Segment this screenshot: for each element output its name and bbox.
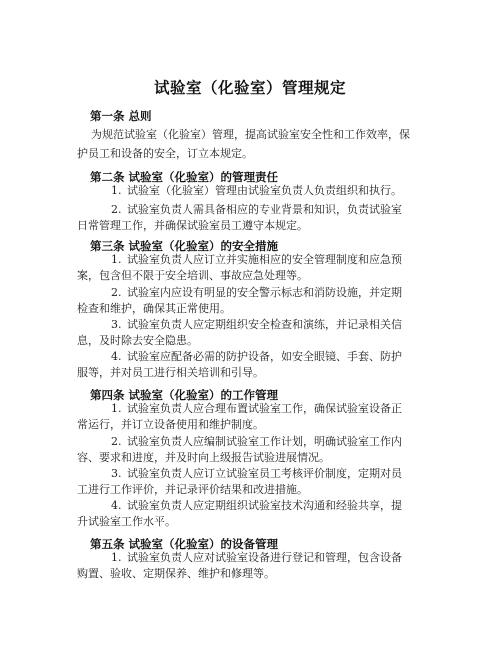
list-item-continuation: 日常管理工作，并确保试验室员工遵守本规定。 [77, 219, 308, 232]
item-number: 1. [111, 253, 122, 266]
item-number: 1. [111, 551, 122, 564]
section-1-line: 为规范试验室（化验室）管理，提高试验室安全性和工作效率，保 [91, 128, 410, 141]
item-text: 试验室负责人应订立试验室员工考核评价制度，定期对员 [127, 467, 402, 480]
item-text: 试验室负责人应对试验室设备进行登记和管理，包含设备 [127, 551, 402, 564]
document-title: 试验室（化验室）管理规定 [153, 78, 346, 97]
section-1-heading: 第一条 总则 [90, 109, 152, 123]
item-text: 试验室负责人应合理布置试验室工作，确保试验室设备正 [127, 402, 402, 415]
item-number: 3. [111, 318, 122, 331]
item-text: 试验室内应设有明显的安全警示标志和消防设施，并定期 [127, 286, 402, 299]
section-2-heading: 第二条 试验室（化验室）的管理责任 [90, 170, 279, 184]
list-item-continuation: 息，及时除去安全隐患。 [77, 334, 198, 347]
item-text: 试验室应配备必需的防护设备，如安全眼镜、手套、防护 [127, 350, 402, 363]
list-item-continuation: 案，包含但不限于安全培训、事故应急处理等。 [77, 269, 308, 282]
item-number: 4. [111, 499, 122, 512]
section-4-heading: 第四条 试验室（化验室）的工作管理 [90, 388, 279, 402]
section-5-heading: 第五条 试验室（化验室）的设备管理 [90, 537, 279, 551]
item-number: 4. [111, 350, 122, 363]
item-text: 试验室负责人需具备相应的专业背景和知识，负责试验室 [127, 203, 402, 216]
list-item-continuation: 购置、验收、定期保养、维护和修理等。 [77, 567, 275, 580]
list-item-continuation: 容、要求和进度，并及时向上级报告试验进展情况。 [77, 451, 330, 464]
section-3-heading: 第三条 试验室（化验室）的安全措施 [90, 239, 279, 253]
list-item-continuation: 服等，并对员工进行相关培训和引导。 [77, 366, 264, 379]
item-number: 2. [111, 203, 122, 216]
item-text: 试验室（化验室）管理由试验室负责人负责组织和执行。 [127, 184, 402, 197]
list-item-continuation: 升试验室工作水平。 [77, 515, 176, 528]
item-number: 1. [111, 402, 122, 415]
list-item-continuation: 常运行，并订立设备使用和维护制度。 [77, 418, 264, 431]
list-item-continuation: 检查和维护，确保其正常使用。 [77, 302, 231, 315]
item-number: 2. [111, 286, 122, 299]
item-number: 3. [111, 467, 122, 480]
item-number: 1. [111, 184, 122, 197]
section-1-line: 护员工和设备的安全，订立本规定。 [77, 147, 253, 160]
item-text: 试验室负责人应编制试验室工作计划，明确试验室工作内 [127, 435, 402, 448]
item-number: 2. [111, 435, 122, 448]
item-text: 试验室负责人应定期组织试验室技术沟通和经验共享，提 [127, 499, 402, 512]
item-text: 试验室负责人应订立并实施相应的安全管理制度和应急预 [127, 253, 402, 266]
list-item-continuation: 工进行工作评价，并记录评价结果和改进措施。 [77, 483, 308, 496]
item-text: 试验室负责人应定期组织安全检查和演练，并记录相关信 [127, 318, 402, 331]
list-item [91, 181, 402, 200]
